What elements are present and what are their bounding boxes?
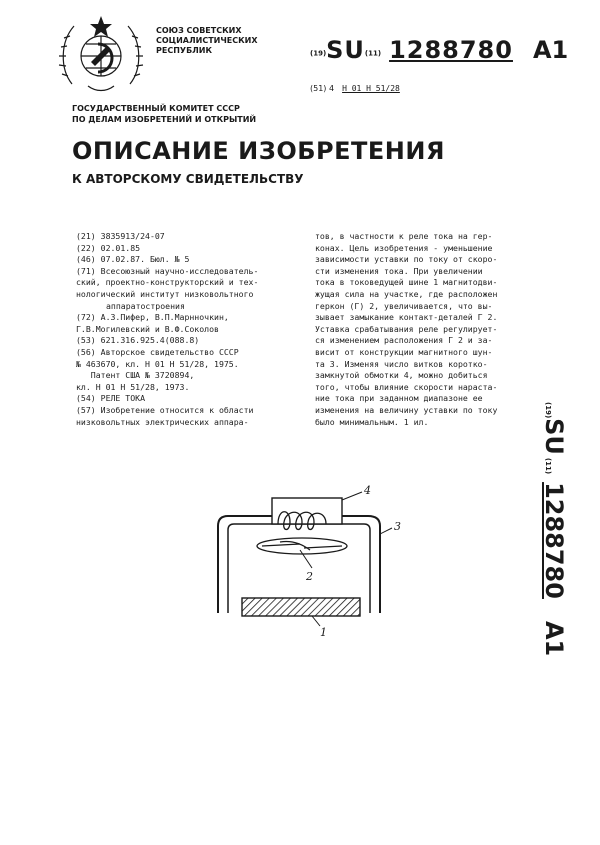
abstract-line: изменения на величину уставки по току xyxy=(315,404,498,415)
margin-inid-11: (11) xyxy=(544,457,552,475)
biblio-line: кл. H 01 H 51/28, 1973. xyxy=(76,381,190,392)
abstract-text xyxy=(315,231,547,428)
biblio-line: (57) Изобретение относится к области xyxy=(76,404,254,415)
committee-line: ГОСУДАРСТВЕННЫЙ КОМИТЕТ СССР xyxy=(72,104,240,113)
union-name-line: РЕСПУБЛИК xyxy=(156,46,213,55)
abstract-line: тов, в частности к реле тока на гер- xyxy=(315,231,493,241)
country-code: SU xyxy=(326,36,365,64)
margin-country: SU xyxy=(540,418,568,455)
abstract-line: та 3. Изменяя число витков коротко- xyxy=(315,358,488,369)
margin-patent-number: 1288780 xyxy=(540,482,568,599)
ipc-label: (51) 4 xyxy=(310,84,335,93)
leader-2 xyxy=(300,550,312,568)
leader-3 xyxy=(380,528,392,534)
document-subtitle: К АВТОРСКОМУ СВИДЕТЕЛЬСТВУ xyxy=(72,172,304,186)
biblio-line: нологический институт низковольтного xyxy=(76,288,254,299)
abstract-line: висит от конструкции магнитного шун- xyxy=(315,346,493,357)
biblio-line: Г.В.Могилевский и В.Ф.Соколов xyxy=(76,323,219,334)
biblio-line: аппаратостроения xyxy=(106,300,185,311)
committee-line: ПО ДЕЛАМ ИЗОБРЕТЕНИЙ И ОТКРЫТИЙ xyxy=(72,115,257,124)
biblio-line: № 463670, кл. H 01 H 51/28, 1975. xyxy=(76,358,239,369)
current-bus xyxy=(242,598,360,616)
publication-number xyxy=(310,36,568,64)
abstract-line: геркон (Г) 2, увеличивается, что вы- xyxy=(315,300,493,311)
margin-publication-number xyxy=(538,402,578,692)
abstract-line: Уставка срабатывания реле регулирует- xyxy=(315,323,498,334)
abstract-line: конах. Цель изобретения - уменьшение xyxy=(315,242,493,253)
winding-box xyxy=(272,498,342,524)
abstract-line: тока в токоведущей шине 1 магнитодви- xyxy=(315,277,498,288)
biblio-line: (56) Авторское свидетельство СССР xyxy=(76,346,239,357)
margin-number-rotated xyxy=(540,402,568,656)
leader-4 xyxy=(342,492,362,500)
label-4: 4 xyxy=(364,484,371,497)
reed-switch-contacts xyxy=(262,541,342,550)
biblio-line: ский, проектно-конструкторский и тех- xyxy=(76,277,259,288)
abstract-line: зависимости уставки по току от скоро- xyxy=(315,254,498,265)
abstract-line: замкнутой обмотки 4, можно добиться xyxy=(315,370,488,381)
margin-inid-19: (19) xyxy=(544,402,552,419)
patent-number: 1288780 xyxy=(389,36,513,64)
label-2: 2 xyxy=(306,570,313,583)
abstract-line: было минимальным. 1 ил. xyxy=(315,416,429,427)
inid-code-11: (11) xyxy=(364,49,382,58)
kind-code: A1 xyxy=(532,36,569,64)
abstract-line: сти изменения тока. При увеличении xyxy=(315,265,483,276)
label-3: 3 xyxy=(394,520,401,533)
state-emblem-icon xyxy=(58,14,144,98)
abstract-line: зывает замыкание контакт-деталей Г 2. xyxy=(315,312,498,323)
ipc-classification xyxy=(310,84,400,93)
relay-figure xyxy=(212,478,412,648)
inid-code-19: (19) xyxy=(310,49,327,58)
union-name xyxy=(156,26,266,56)
biblio-line: (54) РЕЛЕ ТОКА xyxy=(76,393,146,404)
biblio-line: низковольтных электрических аппара- xyxy=(76,416,249,427)
committee-name xyxy=(72,103,256,125)
abstract-line: жущая сила на участке, где расположен xyxy=(315,288,498,299)
biblio-line: (53) 621.316.925.4(088.8) xyxy=(76,335,200,346)
document-title: ОПИСАНИЕ ИЗОБРЕТЕНИЯ xyxy=(72,137,445,165)
bibliographic-data xyxy=(76,231,300,428)
ipc-value: H 01 H 51/28 xyxy=(342,84,400,93)
biblio-line: (22) 02.01.85 xyxy=(76,242,141,253)
biblio-line: (46) 07.02.87. Бюл. № 5 xyxy=(76,254,190,265)
biblio-line: (21) 3835913/24-07 xyxy=(76,231,165,241)
label-1: 1 xyxy=(320,626,327,639)
leader-1 xyxy=(312,616,320,626)
biblio-line: (71) Всесоюзный научно-исследователь- xyxy=(76,265,259,276)
union-name-line: СОЮЗ СОВЕТСКИХ xyxy=(156,26,242,35)
abstract-line: того, чтобы влияние скорости нараста- xyxy=(315,381,498,392)
abstract-line: ние тока при заданном диапазоне ее xyxy=(315,393,483,404)
biblio-line: (72) А.З.Пифер, В.П.Марнночкин, xyxy=(76,312,229,323)
biblio-line: Патент США № 3720894, xyxy=(76,370,195,381)
margin-kind-code: A1 xyxy=(540,620,568,657)
union-name-line: СОЦИАЛИСТИЧЕСКИХ xyxy=(156,36,258,45)
abstract-line: ся изменением расположения Г 2 и за- xyxy=(315,335,493,346)
